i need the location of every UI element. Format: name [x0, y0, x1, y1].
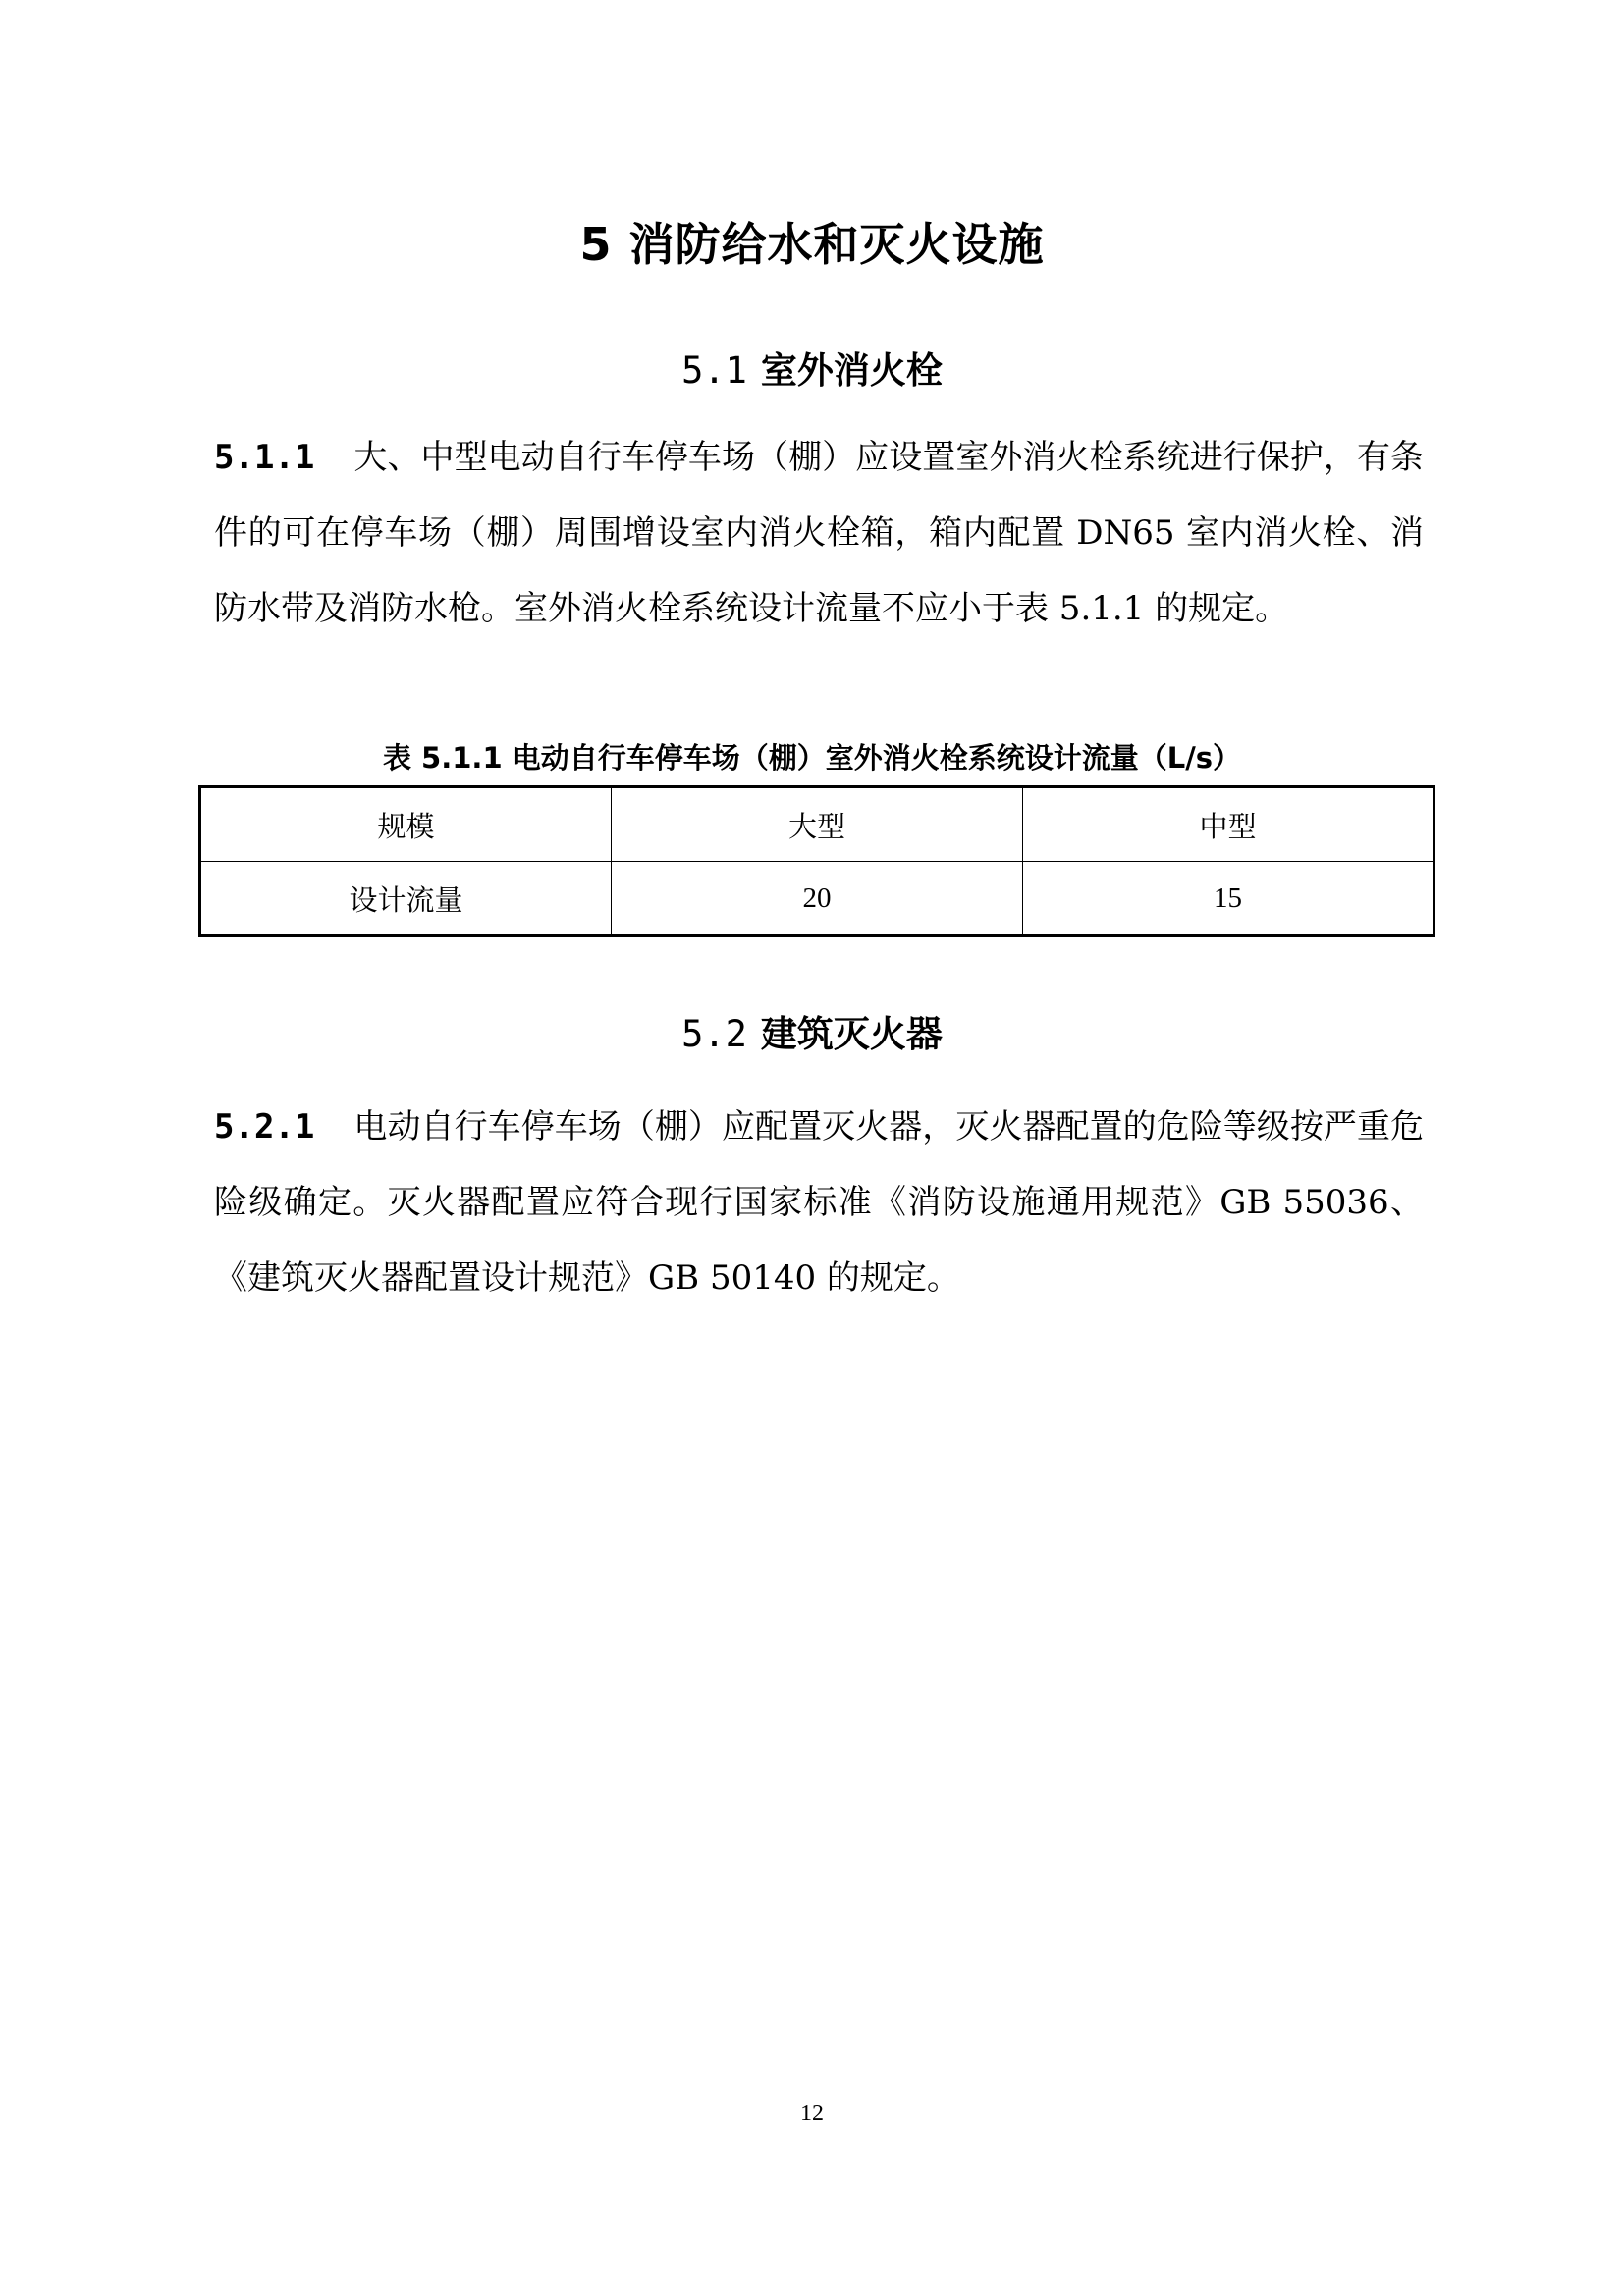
- section-number: 5.1: [681, 349, 747, 392]
- table-header-cell: 大型: [612, 787, 1023, 862]
- section-title-text: 室外消火栓: [760, 349, 943, 392]
- clause-5-2-1: [214, 1090, 1424, 1316]
- table-header-cell: 规模: [200, 787, 612, 862]
- clause-text: 电动自行车停车场（棚）应配置灭火器，灭火器配置的危险等级按严重危险级确定。灭火器配置应符合现行国家标准《消防设施通用规范》GB 55036、《建筑灭火器配置设计规范》GB 50140 的规定。: [214, 1107, 1424, 1298]
- design-flow-table: [198, 785, 1435, 937]
- table-header-row: [200, 787, 1435, 862]
- table-cell: 设计流量: [200, 862, 612, 936]
- section-heading-5-2: [0, 1007, 1624, 1062]
- section-title-text: 建筑灭火器: [760, 1013, 943, 1055]
- clause-5-1-1: [214, 420, 1424, 647]
- table-header-cell: 中型: [1023, 787, 1435, 862]
- section-number: 5.2: [681, 1013, 747, 1055]
- clause-number: 5.2.1: [214, 1107, 315, 1147]
- table-row: [200, 862, 1435, 936]
- page-number: 12: [800, 2101, 824, 2126]
- clause-text: 大、中型电动自行车停车场（棚）应设置室外消火栓系统进行保护，有条件的可在停车场（棚）周围增设室内消火栓箱，箱内配置 DN65 室内消火栓、消防水带及消防水枪。室外消火栓系统设计流量不应小于表 5.1.1 的规定。: [214, 438, 1424, 628]
- section-heading-5-1: [0, 344, 1624, 399]
- chapter-title: 5 消防给水和灭火设施: [579, 218, 1045, 271]
- table-cell: 15: [1023, 862, 1435, 936]
- table-cell: 20: [612, 862, 1023, 936]
- clause-number: 5.1.1: [214, 438, 315, 477]
- table-caption: 表 5.1.1 电动自行车停车场（棚）室外消火栓系统设计流量（L/s）: [382, 741, 1242, 774]
